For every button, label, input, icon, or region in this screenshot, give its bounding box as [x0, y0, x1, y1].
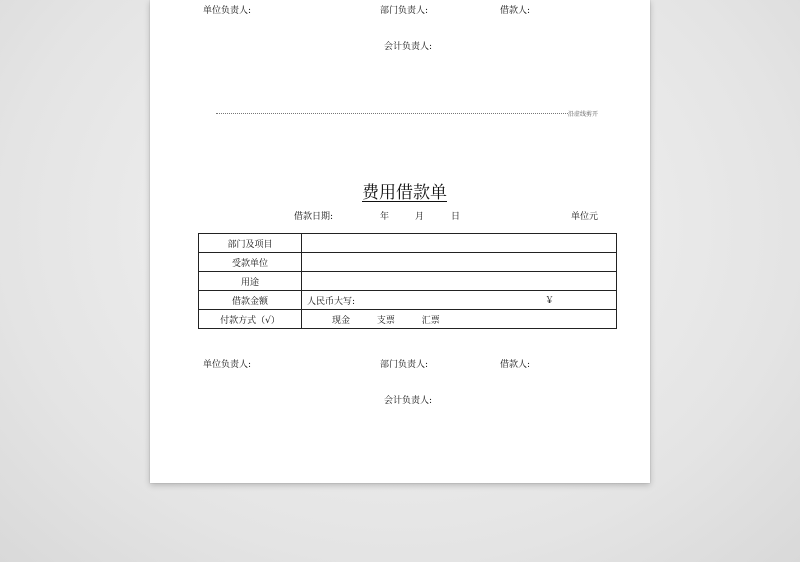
amount-label: 借款金额	[199, 291, 302, 310]
table-row	[199, 310, 617, 329]
payment-option-check[interactable]: 支票	[376, 315, 395, 326]
top-accounting-head-label: 会计负责人:	[384, 42, 433, 52]
unit-label: 单位元	[571, 212, 599, 222]
table-row	[199, 272, 617, 291]
amount-field[interactable]	[302, 291, 617, 310]
purpose-label: 用途	[199, 272, 302, 291]
cut-line-label: 沿虚线剪开	[568, 111, 599, 118]
table-row	[199, 291, 617, 310]
top-borrower-label: 借款人:	[500, 6, 531, 16]
cut-line	[216, 113, 568, 114]
dept-project-label: 部门及项目	[199, 234, 302, 253]
form-title: 费用借款单	[362, 183, 447, 203]
month-label: 月	[415, 212, 425, 222]
unit-head-label: 单位负责人:	[203, 360, 252, 370]
recipient-unit-label: 受款单位	[199, 253, 302, 272]
top-dept-head-label: 部门负责人:	[380, 6, 429, 16]
year-label: 年	[380, 212, 390, 222]
top-unit-head-label: 单位负责人:	[203, 6, 252, 16]
payment-method-options	[302, 310, 617, 329]
payment-option-cash[interactable]: 现金	[332, 315, 351, 326]
yen-symbol: ￥	[545, 296, 555, 306]
document-page	[150, 0, 650, 483]
table-row	[199, 253, 617, 272]
day-label: 日	[451, 212, 461, 222]
recipient-unit-field[interactable]	[302, 253, 617, 272]
accounting-head-label: 会计负责人:	[384, 396, 433, 406]
borrower-label: 借款人:	[500, 360, 531, 370]
amount-words-label: 人民币大写:	[307, 296, 356, 307]
table-row	[199, 234, 617, 253]
dept-project-field[interactable]	[302, 234, 617, 253]
loan-date-label: 借款日期:	[294, 212, 334, 222]
dept-head-label: 部门负责人:	[380, 360, 429, 370]
payment-method-label: 付款方式（√）	[199, 310, 302, 329]
payment-option-draft[interactable]: 汇票	[421, 315, 440, 326]
purpose-field[interactable]	[302, 272, 617, 291]
loan-form-table	[198, 233, 617, 329]
